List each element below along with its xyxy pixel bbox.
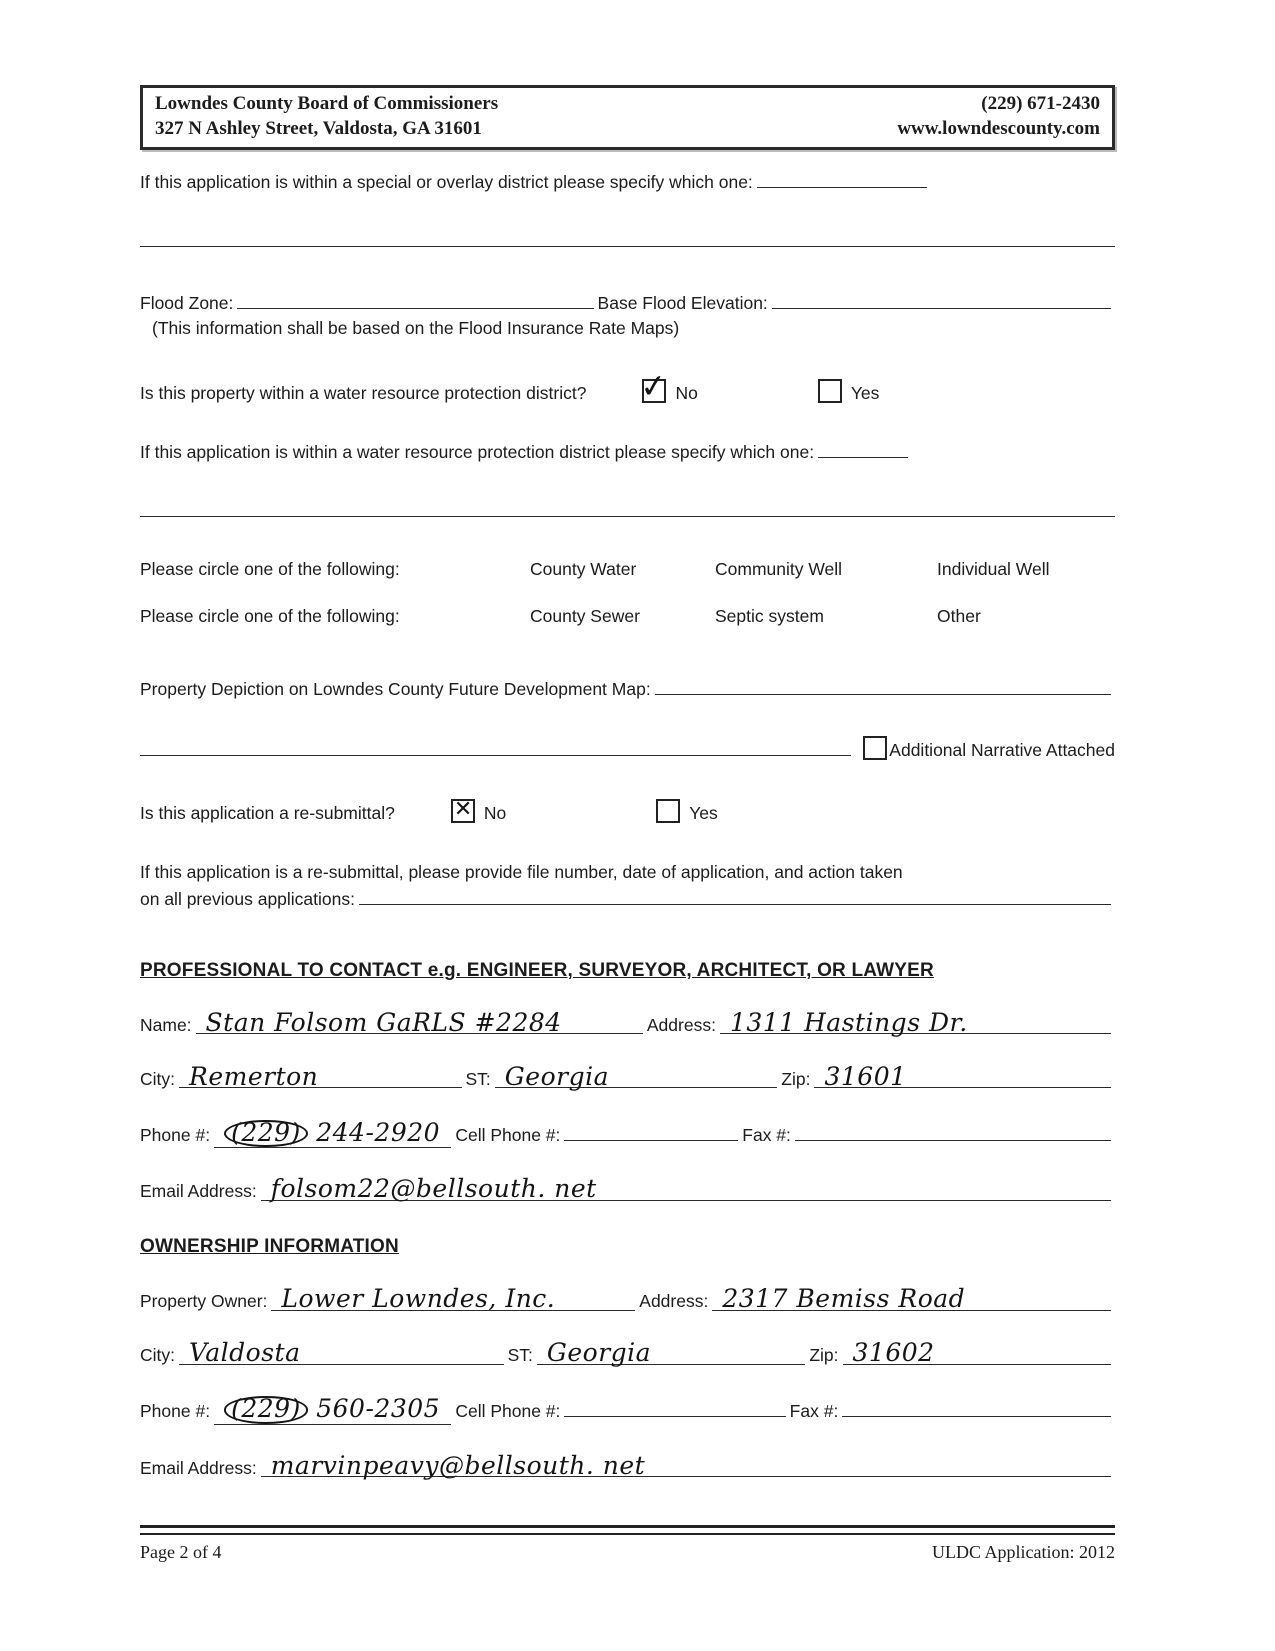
water-resource-question-row [140, 365, 1115, 407]
narrative-blank [140, 755, 851, 756]
overlay-district-blank [757, 187, 927, 188]
option-individual-well: Individual Well [937, 559, 1050, 579]
professional-st-label: ST: [465, 1069, 491, 1089]
professional-address-value: 1311 Hastings Dr. [720, 1012, 1111, 1034]
resubmittal-question-row [140, 799, 1115, 824]
footer-text-row [140, 1542, 1115, 1563]
checkbox-narrative-empty-icon [863, 736, 887, 760]
owner-email-value: marvinpeavy@bellsouth. net [261, 1455, 1111, 1477]
owner-st-label: ST: [507, 1345, 533, 1366]
professional-phone-row [140, 1120, 1115, 1148]
professional-address-label: Address: [646, 1015, 716, 1035]
option-county-water: County Water [530, 559, 637, 579]
professional-name-row [140, 1008, 1115, 1037]
flood-zone-blank [237, 308, 593, 309]
checkbox-water-yes-empty-icon [818, 379, 842, 403]
professional-email-value: folsom22@bellsouth. net [261, 1178, 1111, 1200]
water-no-label: No [675, 383, 698, 403]
owner-circled-area-code: (229) [224, 1396, 308, 1423]
base-flood-label: Base Flood Elevation: [597, 293, 768, 313]
professional-fax-blank [795, 1140, 1111, 1141]
owner-email-row [140, 1450, 1115, 1480]
checkmark-icon: ✓ [638, 365, 670, 407]
owner-address-label: Address: [639, 1291, 709, 1312]
owner-fax-blank [842, 1416, 1111, 1417]
org-phone: (229) 671-2430 [981, 93, 1100, 114]
water-resource-blank-line [140, 515, 1115, 517]
professional-name-value: Stan Folsom GaRLS #2284 [196, 1012, 643, 1034]
additional-narrative-row [140, 736, 1115, 761]
water-resource-specify-blank [818, 457, 908, 458]
professional-email-label: Email Address: [140, 1181, 257, 1202]
checkbox-resubmittal-yes-empty-icon [656, 799, 680, 823]
professional-fax-label: Fax #: [742, 1125, 791, 1145]
letterhead-right [897, 93, 1100, 140]
additional-narrative-label: Additional Narrative Attached [889, 740, 1115, 760]
base-flood-blank [772, 308, 1111, 309]
owner-city-row [140, 1338, 1115, 1368]
owner-phone-number-rest: 560-2305 [316, 1394, 441, 1424]
professional-section-heading: PROFESSIONAL TO CONTACT e.g. ENGINEER, SURVEYOR, ARCHITECT, OR LAWYER [140, 960, 934, 981]
overlay-district-blank-line [140, 245, 1115, 247]
org-name: Lowndes County Board of Commissioners [155, 93, 499, 114]
overlay-district-question [140, 172, 1115, 193]
professional-name-label: Name: [140, 1015, 192, 1035]
water-resource-specify-label: If this application is within a water resource protection district please specify which one: [140, 442, 815, 462]
owner-phone-value [214, 1396, 451, 1424]
owner-zip-label: Zip: [809, 1345, 839, 1366]
option-community-well: Community Well [715, 559, 843, 579]
page-number: Page 2 of 4 [140, 1542, 222, 1562]
footer-rule [140, 1525, 1115, 1535]
professional-st-value: Georgia [495, 1066, 778, 1088]
circled-area-code: (229) [224, 1120, 308, 1147]
overlay-district-label: If this application is within a special or overlay district please specify which one: [140, 172, 753, 192]
owner-value: Lower Lowndes, Inc. [271, 1288, 635, 1310]
owner-city-value: Valdosta [179, 1342, 504, 1364]
future-dev-map-blank [655, 694, 1111, 695]
owner-name-row [140, 1284, 1115, 1314]
professional-city-row [140, 1062, 1115, 1091]
resubmittal-note-line2-row [140, 889, 1115, 910]
water-resource-specify-row [140, 442, 1115, 463]
professional-cell-blank [564, 1140, 738, 1141]
document-version: ULDC Application: 2012 [932, 1542, 1115, 1562]
owner-address-value: 2317 Bemiss Road [712, 1288, 1111, 1310]
flood-zone-row [140, 293, 1115, 314]
flood-note: (This information shall be based on the Flood Insurance Rate Maps) [152, 318, 680, 338]
circle-one-label-sewer: Please circle one of the following: [140, 606, 400, 626]
letterhead-left [155, 93, 498, 140]
professional-zip-label: Zip: [781, 1069, 811, 1089]
professional-phone-label: Phone #: [140, 1125, 211, 1145]
professional-cell-label: Cell Phone #: [455, 1125, 561, 1145]
professional-city-label: City: [140, 1069, 175, 1089]
page-footer [140, 1525, 1115, 1563]
resubmittal-yes-label: Yes [689, 803, 718, 823]
resubmittal-no-label: No [483, 803, 507, 823]
flood-zone-label: Flood Zone: [140, 293, 234, 313]
option-county-sewer: County Sewer [530, 606, 640, 626]
resubmittal-no-option [451, 799, 506, 824]
water-yes-label: Yes [850, 383, 880, 403]
resubmittal-question: Is this application a re-submittal? [140, 803, 395, 823]
resubmittal-note-line1: If this application is a re-submittal, please provide file number, date of application, and action taken [140, 862, 903, 882]
owner-label: Property Owner: [140, 1291, 268, 1312]
water-resource-yes-option [818, 379, 880, 404]
resubmittal-note-line2: on all previous applications: [140, 889, 355, 909]
professional-phone-value [214, 1120, 451, 1148]
owner-cell-label: Cell Phone #: [455, 1401, 561, 1422]
org-address: 327 N Ashley Street, Valdosta, GA 31601 [155, 118, 482, 139]
checkbox-resubmittal-no-checked-icon [451, 799, 475, 823]
resubmittal-yes-option [656, 799, 718, 824]
owner-city-label: City: [140, 1345, 175, 1366]
owner-phone-label: Phone #: [140, 1401, 211, 1422]
circle-one-label-water: Please circle one of the following: [140, 559, 400, 579]
owner-email-label: Email Address: [140, 1457, 257, 1478]
x-mark-icon: ✕ [453, 797, 473, 822]
option-other: Other [937, 606, 981, 626]
future-dev-map-row [140, 679, 1115, 700]
org-website: www.lowndescounty.com [897, 118, 1100, 139]
sewer-options-row [140, 606, 1115, 627]
water-resource-no-option [638, 365, 698, 407]
option-septic-system: Septic system [715, 606, 824, 626]
professional-zip-value: 31601 [814, 1066, 1111, 1088]
future-dev-map-label: Property Depiction on Lowndes County Future Development Map: [140, 679, 651, 699]
owner-st-value: Georgia [537, 1342, 805, 1364]
water-resource-question: Is this property within a water resource protection district? [140, 383, 587, 403]
owner-cell-blank [564, 1416, 785, 1417]
additional-narrative-option [863, 736, 1115, 761]
phone-number-rest: 244-2920 [316, 1118, 441, 1147]
owner-zip-value: 31602 [843, 1342, 1111, 1364]
water-source-options-row [140, 559, 1115, 580]
owner-fax-label: Fax #: [789, 1401, 839, 1422]
professional-email-row [140, 1174, 1115, 1204]
resubmittal-blank [359, 904, 1111, 905]
professional-city-value: Remerton [179, 1066, 462, 1088]
owner-phone-row [140, 1396, 1115, 1424]
letterhead [140, 85, 1115, 150]
ownership-section-heading: OWNERSHIP INFORMATION [140, 1236, 399, 1258]
checkbox-water-no-checked-icon [638, 365, 670, 407]
